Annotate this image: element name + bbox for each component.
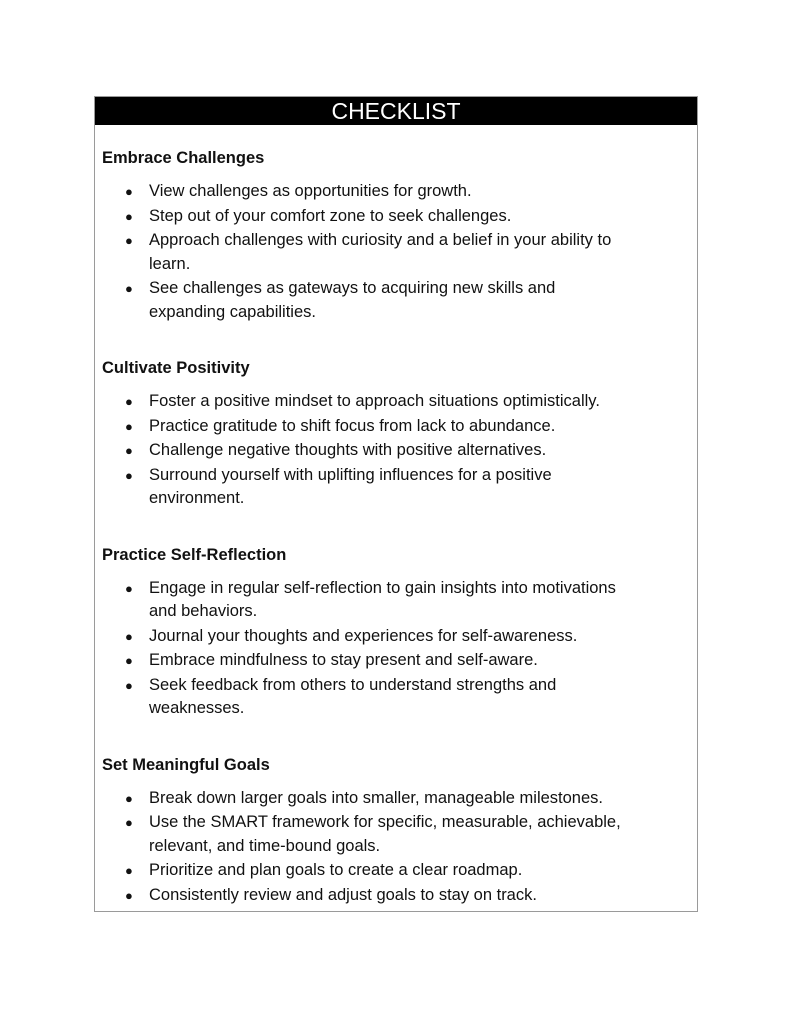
- list-item-text: See challenges as gateways to acquiring new skills and expanding capabilities.: [149, 279, 556, 321]
- bullet-icon: ●: [125, 887, 133, 903]
- section-heading: Practice Self-Reflection: [102, 545, 287, 564]
- bullet-icon: ●: [125, 443, 133, 458]
- list-item: [102, 439, 697, 463]
- list-item-text: Practice gratitude to shift focus from lack to abundance.: [149, 416, 556, 435]
- list-item: [102, 649, 697, 673]
- bullet-icon: ●: [125, 394, 133, 409]
- list-item-text: Approach challenges with curiosity and a belief in your ability to learn.: [149, 231, 612, 273]
- list-item: [102, 464, 584, 511]
- list-item-text: Journal your thoughts and experiences for self-awareness.: [149, 626, 578, 645]
- bullet-icon: ●: [125, 677, 133, 693]
- bullet-list: [102, 577, 697, 721]
- bullet-icon: ●: [125, 467, 133, 483]
- bullet-icon: ●: [125, 863, 133, 878]
- list-item: [102, 180, 697, 204]
- checklist-sheet: [94, 96, 698, 912]
- list-item: [102, 811, 624, 858]
- section-practice-self-reflection: [102, 545, 697, 721]
- list-item: [102, 415, 697, 439]
- list-item: [102, 859, 697, 883]
- bullet-icon: ●: [125, 208, 133, 224]
- bullet-icon: ●: [125, 653, 133, 668]
- bullet-icon: ●: [125, 815, 133, 830]
- list-item-text: Engage in regular self-reflection to gain insights into motivations and behaviors.: [149, 578, 616, 620]
- bullet-icon: ●: [125, 233, 133, 248]
- bullet-icon: ●: [125, 790, 133, 806]
- checklist-title: CHECKLIST: [95, 97, 697, 125]
- list-item: [102, 390, 697, 414]
- section-set-meaningful-goals: [102, 755, 697, 908]
- bullet-list: [102, 390, 697, 511]
- list-item-text: Foster a positive mindset to approach situations optimistically.: [149, 392, 600, 410]
- bullet-list: [102, 787, 697, 908]
- list-item: [102, 884, 697, 908]
- list-item-text: Surround yourself with uplifting influences for a positive environment.: [149, 465, 552, 507]
- bullet-icon: ●: [125, 418, 133, 434]
- section-embrace-challenges: [102, 148, 697, 324]
- section-heading: Embrace Challenges: [102, 149, 265, 167]
- list-item-text: Break down larger goals into smaller, manageable milestones.: [149, 788, 603, 807]
- list-item-text: View challenges as opportunities for growth.: [149, 182, 472, 200]
- bullet-icon: ●: [125, 580, 133, 596]
- bullet-list: [102, 180, 697, 324]
- list-item-text: Consistently review and adjust goals to stay on track.: [149, 885, 537, 904]
- section-heading: Set Meaningful Goals: [102, 755, 270, 774]
- list-item-text: Challenge negative thoughts with positive alternatives.: [149, 441, 547, 459]
- list-item-text: Step out of your comfort zone to seek challenges.: [149, 206, 512, 225]
- section-heading: Cultivate Positivity: [102, 359, 250, 377]
- list-item-text: Seek feedback from others to understand strengths and weaknesses.: [149, 675, 557, 717]
- list-item-text: Use the SMART framework for specific, measurable, achievable, relevant, and time-bound goals.: [149, 813, 621, 855]
- checklist-content: [95, 125, 697, 907]
- list-item: [102, 205, 697, 229]
- bullet-icon: ●: [125, 184, 133, 199]
- list-item: [102, 229, 629, 276]
- bullet-icon: ●: [125, 628, 133, 644]
- list-item-text: Embrace mindfulness to stay present and self-aware.: [149, 651, 538, 669]
- list-item: [102, 577, 619, 624]
- list-item: [102, 277, 604, 324]
- bullet-icon: ●: [125, 281, 133, 296]
- list-item: [102, 787, 697, 811]
- list-item: [102, 625, 697, 649]
- list-item: [102, 674, 619, 721]
- list-item-text: Prioritize and plan goals to create a clear roadmap.: [149, 861, 523, 879]
- section-cultivate-positivity: [102, 358, 697, 511]
